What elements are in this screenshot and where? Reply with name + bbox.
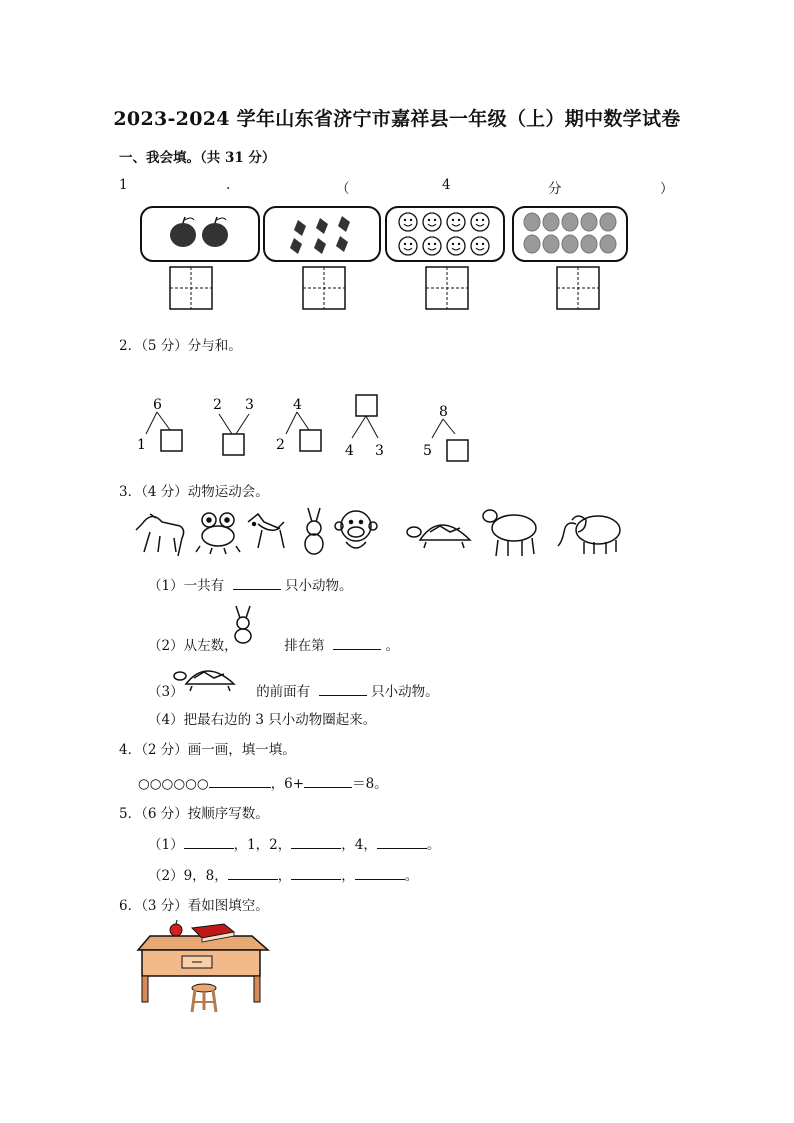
- desk-illustration: [134, 918, 274, 1018]
- q5-l1-end: 。: [426, 837, 441, 853]
- q3-s2-suffix: 。: [385, 638, 400, 654]
- q3-s4: （4）把最右边的 3 只小动物圈起来。: [148, 712, 377, 728]
- q5-l1-mid1: ，1，2，: [233, 837, 292, 853]
- q1-score: 4: [442, 177, 451, 193]
- berry-icon: [600, 235, 616, 253]
- q3-s1: [148, 574, 352, 594]
- q1-number: 1: [119, 177, 128, 193]
- rabbit-icon: [228, 604, 258, 644]
- berry-icon: [524, 235, 540, 253]
- answer-blank[interactable]: [304, 775, 352, 788]
- bond-tree: [276, 397, 321, 453]
- answer-blank[interactable]: [333, 637, 381, 650]
- smiley-icon: [423, 237, 441, 255]
- q3-s2-middle: 排在第: [284, 638, 325, 654]
- answer-blank[interactable]: [228, 867, 278, 880]
- strawberry-icon: [316, 218, 328, 234]
- q3-stem: 3．（4 分）动物运动会。: [119, 484, 269, 500]
- apple-icon: [202, 217, 228, 247]
- answer-blank[interactable]: [209, 775, 271, 788]
- answer-blank[interactable]: [291, 836, 341, 849]
- answer-box[interactable]: [426, 267, 468, 309]
- smiley-icon: [471, 237, 489, 255]
- turtle-icon: [407, 525, 470, 548]
- q3-s2-prefix: （2）从左数，: [148, 638, 238, 654]
- answer-blank[interactable]: [291, 867, 341, 880]
- berry-icon: [581, 235, 597, 253]
- answer-box[interactable]: [161, 430, 182, 451]
- q1-dot: .: [226, 177, 231, 193]
- berry-group: [513, 207, 627, 261]
- answer-box[interactable]: [300, 430, 321, 451]
- bond-right: 3: [375, 443, 384, 459]
- smiley-icon: [399, 213, 417, 231]
- q3-s3-suffix: 只小动物。: [371, 684, 439, 700]
- bond-left: 2: [276, 437, 285, 453]
- q3-s1-suffix: 只小动物。: [284, 578, 353, 594]
- q3-s3-prefix: （3）: [148, 684, 184, 700]
- bond-tree: [423, 404, 468, 461]
- q1-picture-groups: [0, 200, 794, 340]
- section-heading: 一、我会填。（共 31 分）: [119, 150, 276, 166]
- bond-tree: [213, 397, 254, 455]
- answer-box[interactable]: [303, 267, 345, 309]
- smiley-icon: [423, 213, 441, 231]
- q5-l2-prefix: （2）9，8，: [148, 868, 228, 884]
- smiley-icon: [447, 237, 465, 255]
- page-title: 2023-2024 学年山东省济宁市嘉祥县一年级（上）期中数学试卷: [113, 108, 681, 130]
- strawberry-icon: [294, 220, 306, 236]
- answer-blank[interactable]: [377, 836, 427, 849]
- berry-icon: [581, 213, 597, 231]
- bond-tree: [137, 397, 182, 453]
- answer-blank[interactable]: [355, 867, 405, 880]
- turtle-icon: [172, 660, 240, 692]
- smiley-group: [386, 207, 504, 261]
- q5-l2-mid2: ，: [341, 868, 355, 884]
- q3-s3-middle: 的前面有: [256, 684, 311, 700]
- answer-blank[interactable]: [319, 683, 367, 696]
- strawberry-icon: [338, 216, 350, 232]
- strawberry-icon: [314, 238, 326, 254]
- berry-icon: [562, 235, 578, 253]
- answer-blank[interactable]: [233, 577, 281, 590]
- berry-icon: [543, 235, 559, 253]
- q4-mid: ，6+: [270, 776, 305, 792]
- frog-icon: [196, 513, 240, 554]
- number-bond-trees: [0, 390, 794, 470]
- bond-left: 4: [345, 443, 354, 459]
- q2-stem: 2．（5 分）分与和。: [119, 338, 242, 354]
- q5-line2: [148, 864, 418, 884]
- answer-blank[interactable]: [184, 836, 234, 849]
- answer-box[interactable]: [447, 440, 468, 461]
- q6-stem: 6．（3 分）看如图填空。: [119, 898, 269, 914]
- q1-lparen: （: [336, 181, 350, 197]
- q3-s2: [148, 634, 399, 654]
- q5-line1: [148, 833, 440, 853]
- answer-box[interactable]: [223, 434, 244, 455]
- sheep-icon: [483, 510, 536, 556]
- berry-icon: [524, 213, 540, 231]
- q4-stem: 4．（2 分）画一画，填一填。: [119, 742, 296, 758]
- smiley-icon: [447, 213, 465, 231]
- strawberry-icon: [290, 238, 302, 254]
- q1-unit: 分: [548, 181, 562, 197]
- q3-s1-prefix: （1）一共有: [148, 578, 225, 594]
- berry-icon: [543, 213, 559, 231]
- bond-top: 4: [293, 397, 302, 413]
- q5-l2-end: 。: [404, 868, 419, 884]
- bond-top: 6: [153, 397, 162, 413]
- smiley-icon: [399, 237, 417, 255]
- q1-rparen: ）: [660, 181, 674, 197]
- answer-box[interactable]: [170, 267, 212, 309]
- bond-left: 2: [213, 397, 222, 413]
- rabbit-icon: [305, 508, 323, 554]
- answer-box[interactable]: [356, 395, 377, 416]
- dog-icon: [248, 514, 284, 548]
- bond-left: 1: [137, 437, 146, 453]
- q4-line: [138, 772, 388, 792]
- q5-stem: 5．（6 分）按顺序写数。: [119, 806, 269, 822]
- bond-top: 8: [439, 404, 448, 420]
- q5-l2-mid1: ，: [277, 868, 292, 884]
- berry-icon: [600, 213, 616, 231]
- elephant-icon: [558, 516, 620, 554]
- smiley-icon: [471, 213, 489, 231]
- stool-icon: [192, 984, 216, 1012]
- q5-l1-prefix: （1）: [148, 837, 184, 853]
- q4-circles: ○○○○○○: [138, 776, 209, 792]
- berry-icon: [562, 213, 578, 231]
- apple-group: [141, 207, 259, 261]
- q5-l1-mid2: ，4，: [341, 837, 377, 853]
- bond-right: 3: [245, 397, 254, 413]
- horse-icon: [136, 514, 184, 556]
- monkey-icon: [335, 511, 377, 548]
- animal-row: [0, 502, 794, 562]
- apple-icon: [170, 217, 196, 247]
- strawberry-icon: [336, 236, 348, 252]
- q4-end: ＝8。: [352, 776, 388, 792]
- bond-tree: [345, 395, 384, 459]
- bond-left: 5: [423, 443, 432, 459]
- strawberry-group: [264, 207, 380, 261]
- answer-box[interactable]: [557, 267, 599, 309]
- apple-icon: [170, 924, 182, 936]
